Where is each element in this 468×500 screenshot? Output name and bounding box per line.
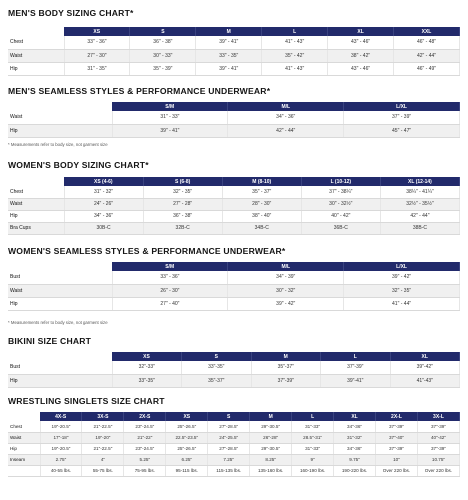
wrestling-title: WRESTLING SINGLETS SIZE CHART: [8, 396, 165, 406]
table-cell: 160-190 lbs.: [292, 465, 334, 476]
table-cell: 55-75 lbs.: [82, 465, 124, 476]
table-cell: 30" - 33": [130, 49, 196, 62]
header-cell: S: [208, 412, 250, 421]
table-cell: 34"-36": [334, 443, 376, 454]
table-cell: 28" - 30": [222, 198, 301, 210]
table-cell: 39" - 41": [196, 62, 262, 75]
row-label: Hip: [8, 210, 64, 222]
table-cell: 37" - 38¼": [301, 186, 380, 198]
row-label: Waist: [8, 198, 64, 210]
mens-seamless-table: [8, 102, 460, 138]
table-cell: 45" - 47": [344, 124, 460, 137]
table-cell: 25"-26.5": [166, 421, 208, 432]
header-cell: S: [182, 352, 252, 361]
table-row: [8, 432, 460, 443]
header-cell: [8, 27, 64, 36]
row-label: Chest: [8, 421, 40, 432]
table-cell: 39" - 41": [196, 36, 262, 49]
header-cell: XL: [328, 27, 394, 36]
row-label: Chest: [8, 36, 64, 49]
header-cell: 2X-S: [124, 412, 166, 421]
row-label: Hip: [8, 62, 64, 75]
mens-body-title: MEN'S BODY SIZING CHART*: [8, 8, 134, 18]
table-cell: 19"-20": [82, 432, 124, 443]
table-cell: 38¼" - 41¼": [380, 186, 459, 198]
table-cell: 31" - 35": [64, 62, 130, 75]
table-cell: 41" - 43": [262, 62, 328, 75]
table-cell: 22.5"-23.5": [166, 432, 208, 443]
table-cell: 41" - 43": [262, 36, 328, 49]
table-row: [8, 222, 460, 234]
table-cell: 21"-22.5": [82, 443, 124, 454]
table-cell: 39"-42": [390, 361, 460, 374]
row-label: Hip: [8, 124, 112, 137]
row-label: Inseam: [8, 454, 40, 465]
table-cell: 8.25": [250, 454, 292, 465]
mens-body-table: [8, 27, 460, 76]
header-cell: XL: [390, 352, 460, 361]
table-cell: 28.5"-31": [292, 432, 334, 443]
table-cell: 19"-20.5": [40, 443, 82, 454]
table-cell: 5.25": [124, 454, 166, 465]
table-row: [8, 62, 460, 75]
table-row: [8, 124, 460, 137]
row-label: Bust: [8, 361, 112, 374]
table-header-row: [8, 177, 460, 186]
table-cell: 26"-28": [250, 432, 292, 443]
header-cell: L/XL: [344, 262, 460, 271]
table-row: [8, 465, 460, 476]
table-cell: 35" - 42": [262, 49, 328, 62]
table-cell: 33" - 36": [64, 36, 130, 49]
header-cell: M: [196, 27, 262, 36]
row-label: Waist: [8, 111, 112, 124]
table-cell: 31" - 33": [112, 111, 228, 124]
table-cell: 35"-37": [251, 361, 321, 374]
table-cell: 39" - 41": [112, 124, 228, 137]
table-row: [8, 454, 460, 465]
header-cell: 3X-S: [82, 412, 124, 421]
table-header-row: [8, 262, 460, 271]
table-cell: 46" - 49": [394, 62, 460, 75]
header-cell: XL (12-14): [380, 177, 459, 186]
row-label: Hip: [8, 297, 112, 310]
table-cell: 39" - 42": [344, 271, 460, 284]
table-cell: 32½" - 35½": [380, 198, 459, 210]
table-cell: 34" - 39": [228, 271, 344, 284]
table-cell: 43" - 46": [328, 36, 394, 49]
table-cell: 31"-33": [292, 421, 334, 432]
header-cell: XS (4-6): [64, 177, 143, 186]
row-label: Hip: [8, 374, 112, 387]
table-cell: 40" - 42": [301, 210, 380, 222]
table-cell: 37" - 39": [344, 111, 460, 124]
table-cell: 27" - 28": [143, 198, 222, 210]
table-cell: 30" - 32": [228, 284, 344, 297]
table-cell: 31"-33": [292, 443, 334, 454]
table-cell: 190-220 lbs.: [334, 465, 376, 476]
table-cell: 33"-35": [112, 374, 182, 387]
table-cell: 21"-22": [124, 432, 166, 443]
table-cell: 95-115 lbs.: [166, 465, 208, 476]
row-label: [8, 465, 40, 476]
table-cell: 19"-20.5": [40, 421, 82, 432]
table-cell: 31"-32": [334, 432, 376, 443]
table-cell: 35" - 39": [130, 62, 196, 75]
header-cell: M/L: [228, 262, 344, 271]
wrestling-table: [8, 412, 460, 477]
table-cell: 7.25": [208, 454, 250, 465]
table-row: [8, 186, 460, 198]
table-row: [8, 421, 460, 432]
table-row: [8, 361, 460, 374]
table-row: [8, 49, 460, 62]
table-cell: Over 220 lbs.: [376, 465, 418, 476]
row-label: Hip: [8, 443, 40, 454]
womens-body-table: [8, 177, 460, 235]
table-cell: 35" - 37": [222, 186, 301, 198]
table-cell: 42" - 44": [394, 49, 460, 62]
table-cell: 33"-35": [182, 361, 252, 374]
header-cell: XXL: [394, 27, 460, 36]
row-label: Waist: [8, 284, 112, 297]
header-cell: XS: [112, 352, 182, 361]
table-cell: 38" - 40": [222, 210, 301, 222]
header-cell: 3X-L: [417, 412, 459, 421]
header-cell: [8, 412, 40, 421]
table-cell: 37"-39": [251, 374, 321, 387]
row-label: Bust: [8, 271, 112, 284]
table-cell: 9": [292, 454, 334, 465]
header-cell: L/XL: [344, 102, 460, 111]
table-cell: 39" - 42": [228, 297, 344, 310]
header-cell: S (6-8): [143, 177, 222, 186]
header-cell: XS: [64, 27, 130, 36]
header-cell: S/M: [112, 262, 228, 271]
table-cell: 27"-28.5": [208, 443, 250, 454]
table-cell: 21"-22.5": [82, 421, 124, 432]
table-cell: 37"-40": [376, 432, 418, 443]
table-cell: 35"-37": [182, 374, 252, 387]
table-cell: 37"-39": [376, 421, 418, 432]
table-cell: 29"-30.5": [250, 443, 292, 454]
table-cell: 29"-30.5": [250, 421, 292, 432]
table-cell: Over 220 lbs.: [417, 465, 459, 476]
header-cell: M/L: [228, 102, 344, 111]
table-cell: 40-55 lbs.: [40, 465, 82, 476]
table-cell: 36" - 38": [143, 210, 222, 222]
header-cell: M: [250, 412, 292, 421]
table-cell: 41" - 44": [344, 297, 460, 310]
table-cell: 10": [376, 454, 418, 465]
header-cell: XS: [166, 412, 208, 421]
row-label: Bra Cups: [8, 222, 64, 234]
table-cell: 36B-C: [301, 222, 380, 234]
table-row: [8, 271, 460, 284]
table-cell: 36" - 38": [130, 36, 196, 49]
header-cell: S/M: [112, 102, 228, 111]
header-cell: L: [321, 352, 391, 361]
header-cell: XL: [334, 412, 376, 421]
table-cell: 32"-33": [112, 361, 182, 374]
bikini-title: BIKINI SIZE CHART: [8, 336, 92, 346]
table-row: [8, 443, 460, 454]
table-cell: 6.25": [166, 454, 208, 465]
table-cell: 41"-43": [390, 374, 460, 387]
table-cell: 38" - 42": [328, 49, 394, 62]
measurement-note: * Measurements refer to body size, not garment size: [8, 320, 108, 325]
bikini-table: [8, 352, 460, 388]
table-cell: 37"-39": [321, 361, 391, 374]
table-row: [8, 111, 460, 124]
table-cell: 42" - 44": [228, 124, 344, 137]
table-cell: 32" - 35": [344, 284, 460, 297]
table-row: [8, 284, 460, 297]
table-cell: 115-135 lbs.: [208, 465, 250, 476]
table-cell: 37"-39": [417, 421, 459, 432]
table-cell: 27" - 30": [64, 49, 130, 62]
table-cell: 33" - 35": [196, 49, 262, 62]
table-cell: 24" - 26": [64, 198, 143, 210]
table-cell: 37"-39": [417, 443, 459, 454]
table-cell: 23"-24.5": [124, 421, 166, 432]
table-row: [8, 297, 460, 310]
table-cell: 37"-39": [376, 443, 418, 454]
table-cell: 33" - 36": [112, 271, 228, 284]
table-cell: 27"-28.5": [208, 421, 250, 432]
table-cell: 46" - 48": [394, 36, 460, 49]
table-cell: 38B-C: [380, 222, 459, 234]
row-label: Chest: [8, 186, 64, 198]
header-cell: 2X-L: [376, 412, 418, 421]
table-cell: 17"-18": [40, 432, 82, 443]
table-row: [8, 36, 460, 49]
table-header-row: [8, 412, 460, 421]
table-cell: 135-160 lbs.: [250, 465, 292, 476]
table-cell: 39"-41": [321, 374, 391, 387]
table-cell: 42" - 44": [380, 210, 459, 222]
header-cell: S: [130, 27, 196, 36]
header-cell: L (10-12): [301, 177, 380, 186]
table-header-row: [8, 102, 460, 111]
table-cell: 34"-36": [334, 421, 376, 432]
table-cell: 32" - 35": [143, 186, 222, 198]
header-cell: L: [292, 412, 334, 421]
header-cell: [8, 102, 112, 111]
table-header-row: [8, 352, 460, 361]
table-cell: 9.75": [334, 454, 376, 465]
womens-body-title: WOMEN'S BODY SIZING CHART*: [8, 160, 149, 170]
table-cell: 34" - 36": [64, 210, 143, 222]
womens-seamless-table: [8, 262, 460, 311]
table-row: [8, 374, 460, 387]
table-row: [8, 210, 460, 222]
table-cell: 23"-24.5": [124, 443, 166, 454]
table-cell: 34" - 36": [228, 111, 344, 124]
mens-seamless-title: MEN'S SEAMLESS STYLES & PERFORMANCE UNDERWEAR*: [8, 86, 271, 96]
header-cell: L: [262, 27, 328, 36]
womens-seamless-title: WOMEN'S SEAMLESS STYLES & PERFORMANCE UNDERWEAR*: [8, 246, 286, 256]
row-label: Waist: [8, 49, 64, 62]
header-cell: 4X-S: [40, 412, 82, 421]
header-cell: M (8-10): [222, 177, 301, 186]
table-cell: 75-95 lbs.: [124, 465, 166, 476]
table-cell: 27" - 40": [112, 297, 228, 310]
table-cell: 2.75": [40, 454, 82, 465]
table-cell: 24"-25.5": [208, 432, 250, 443]
header-cell: [8, 352, 112, 361]
table-cell: 34B-C: [222, 222, 301, 234]
table-header-row: [8, 27, 460, 36]
row-label: Waist: [8, 432, 40, 443]
table-cell: 32B-C: [143, 222, 222, 234]
header-cell: [8, 262, 112, 271]
table-cell: 25"-26.5": [166, 443, 208, 454]
measurement-note: * Measurements refer to body size, not garment size: [8, 142, 108, 147]
header-cell: [8, 177, 64, 186]
table-row: [8, 198, 460, 210]
header-cell: M: [251, 352, 321, 361]
table-cell: 43" - 46": [328, 62, 394, 75]
table-cell: 31" - 32": [64, 186, 143, 198]
table-cell: 26" - 30": [112, 284, 228, 297]
table-cell: 30" - 32½": [301, 198, 380, 210]
table-cell: 10.75": [417, 454, 459, 465]
table-cell: 40"-42": [417, 432, 459, 443]
table-cell: 4": [82, 454, 124, 465]
table-cell: 30B-C: [64, 222, 143, 234]
